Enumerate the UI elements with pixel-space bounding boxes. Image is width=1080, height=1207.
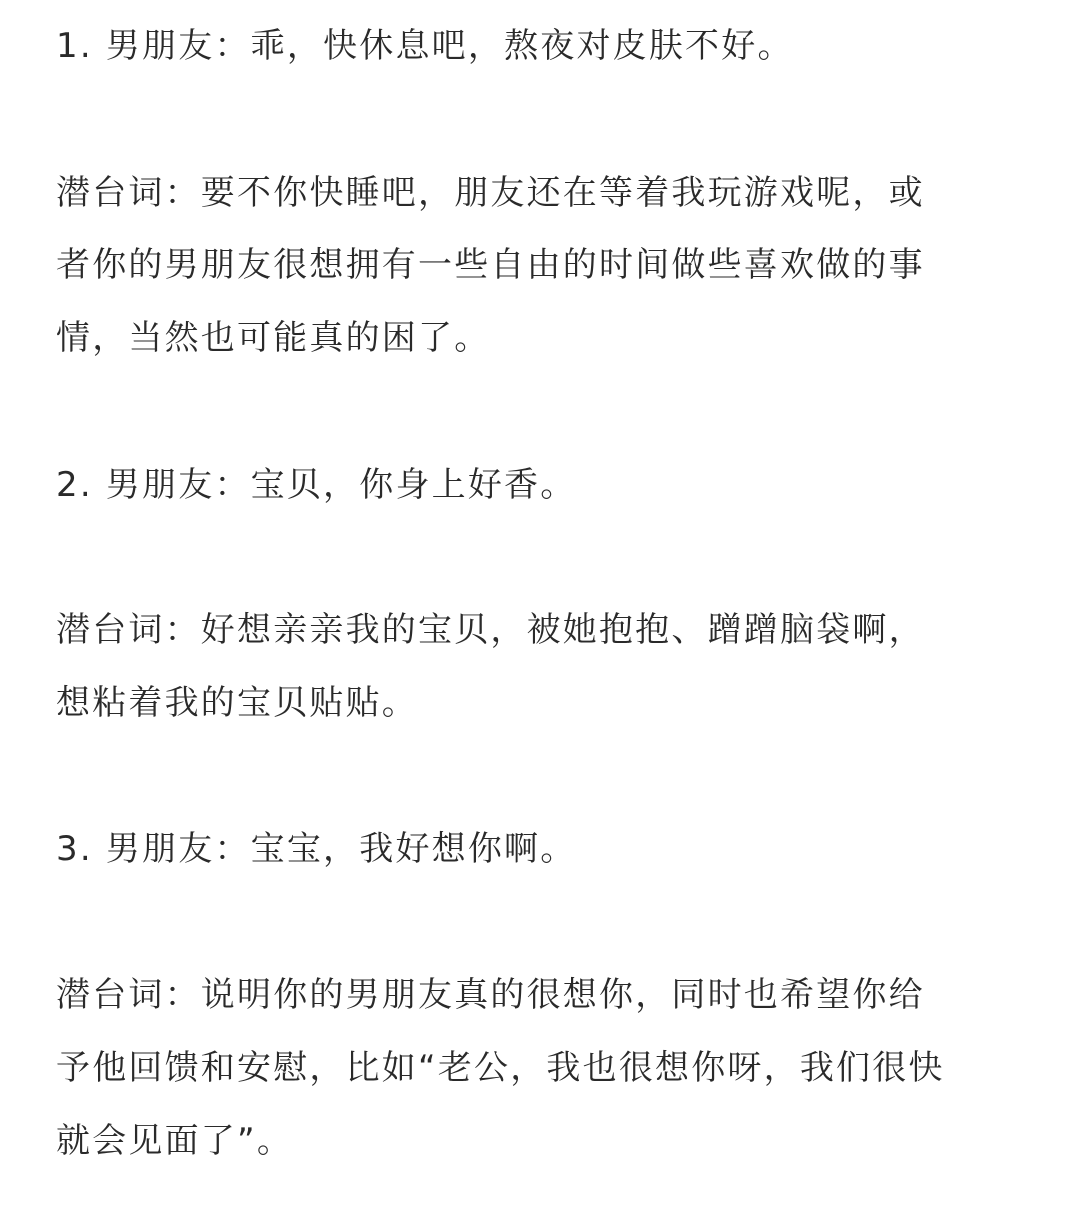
item-1-subtext-line-2: 者你的男朋友很想拥有一些自由的时间做些喜欢做的事: [56, 245, 925, 285]
item-2-subtext-line-2: 想粘着我的宝贝贴贴。: [56, 683, 418, 723]
item-2-boyfriend-line: 2. 男朋友：宝贝，你身上好香。: [56, 465, 577, 505]
item-3-boyfriend-line: 3. 男朋友：宝宝，我好想你啊。: [56, 829, 577, 869]
item-1-boyfriend-line: 1. 男朋友：乖，快休息吧，熬夜对皮肤不好。: [56, 26, 794, 66]
item-2-subtext-line-1: 潜台词：好想亲亲我的宝贝，被她抱抱、蹭蹭脑袋啊，: [56, 610, 925, 650]
item-1-subtext-line-1: 潜台词：要不你快睡吧，朋友还在等着我玩游戏呢，或: [56, 173, 925, 213]
item-1-subtext-line-3: 情，当然也可能真的困了。: [56, 318, 491, 358]
item-3-subtext-line-2: 予他回馈和安慰，比如“老公，我也很想你呀，我们很快: [56, 1048, 945, 1088]
item-3-subtext-line-1: 潜台词：说明你的男朋友真的很想你，同时也希望你给: [56, 975, 925, 1015]
item-3-subtext-line-3: 就会见面了”。: [56, 1121, 294, 1161]
